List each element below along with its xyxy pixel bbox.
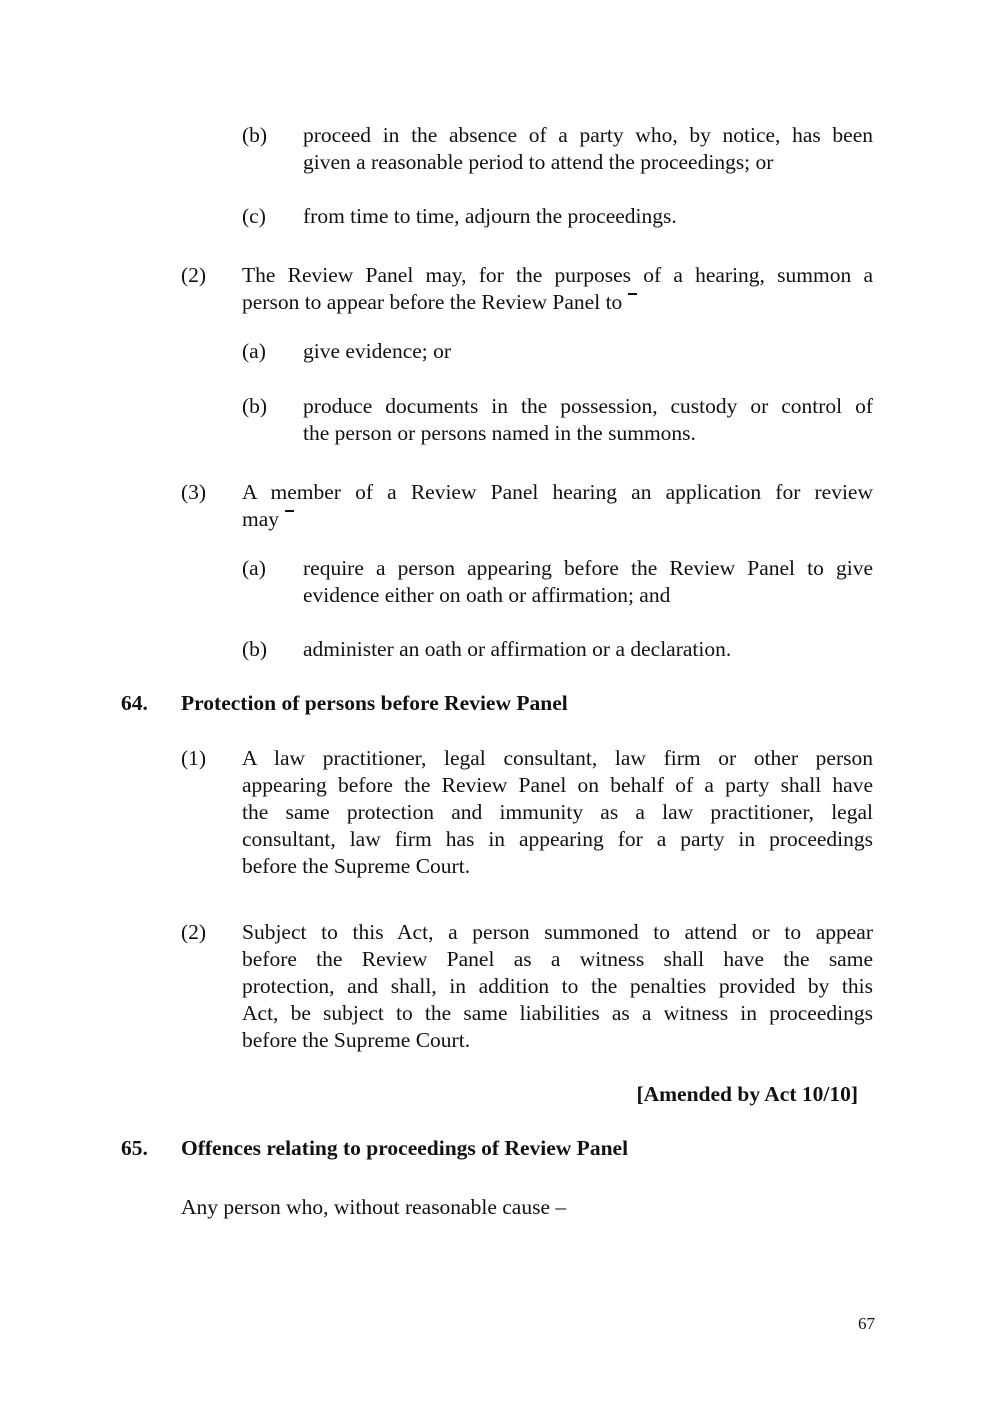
item-label-a: (a) (242, 556, 266, 580)
text-line-with-dash (242, 506, 873, 533)
dash-mark (628, 293, 637, 295)
text-line-with-dash (242, 289, 873, 316)
text-line: the same protection and immunity as a law practitioner, legal (242, 800, 873, 824)
text-line: before the Supreme Court. (242, 1028, 471, 1052)
text-line: A law practitioner, legal consultant, law firm or other person (242, 746, 873, 770)
text-line: A member of a Review Panel hearing an application for review (242, 480, 873, 504)
text-line: proceed in the absence of a party who, by notice, has been (303, 123, 873, 147)
section-number-64: 64. (121, 691, 148, 715)
item-label-b: (b) (242, 123, 268, 147)
subsection-text-1 (242, 745, 873, 880)
subsection-text-2 (242, 262, 873, 316)
subsection-text-2 (242, 919, 873, 1054)
text-line: before the Supreme Court. (242, 854, 471, 878)
text-line: Subject to this Act, a person summoned to attend or to appear (242, 920, 873, 944)
item-text-b: administer an oath or affirmation or a declaration. (303, 637, 732, 661)
section-intro-text: Any person who, without reasonable cause – (181, 1195, 567, 1219)
text-line: evidence either on oath or affirmation; and (303, 583, 671, 607)
item-text-b (303, 393, 873, 447)
item-text-b (303, 122, 873, 176)
item-label-c: (c) (242, 204, 266, 228)
item-text-a: give evidence; or (303, 339, 452, 363)
section-heading-65: Offences relating to proceedings of Review Panel (181, 1136, 629, 1160)
text-line: Act, be subject to the same liabilities as a witness in proceedings (242, 1001, 873, 1025)
text-line: produce documents in the possession, custody or control of (303, 394, 873, 418)
subsection-label-3: (3) (181, 480, 207, 504)
subsection-label-1: (1) (181, 746, 207, 770)
text-line: protection, and shall, in addition to the penalties provided by this (242, 974, 873, 998)
page-number: 67 (858, 1314, 875, 1333)
text-line: consultant, law firm has in appearing for a party in proceedings (242, 827, 873, 851)
item-label-b: (b) (242, 394, 268, 418)
section-heading-64: Protection of persons before Review Panel (181, 691, 568, 715)
subsection-label-2: (2) (181, 920, 207, 944)
text-line: given a reasonable period to attend the proceedings; or (303, 150, 774, 174)
text-line: the person or persons named in the summons. (303, 421, 696, 445)
text-line: before the Review Panel as a witness shall have the same (242, 947, 873, 971)
text-line: The Review Panel may, for the purposes of a hearing, summon a (242, 263, 873, 287)
text-line: require a person appearing before the Review Panel to give (303, 556, 873, 580)
item-text-a (303, 555, 873, 609)
item-text-c: from time to time, adjourn the proceedings. (303, 204, 677, 228)
dash-mark (285, 510, 294, 512)
text-fragment: may (242, 507, 280, 531)
subsection-label-2: (2) (181, 263, 207, 287)
text-line: appearing before the Review Panel on behalf of a party shall have (242, 773, 873, 797)
item-label-b: (b) (242, 637, 268, 661)
subsection-text-3 (242, 479, 873, 533)
text-fragment: person to appear before the Review Panel to (242, 290, 623, 314)
section-number-65: 65. (121, 1136, 148, 1160)
amendment-note: [Amended by Act 10/10] (636, 1082, 858, 1106)
item-label-a: (a) (242, 339, 266, 363)
